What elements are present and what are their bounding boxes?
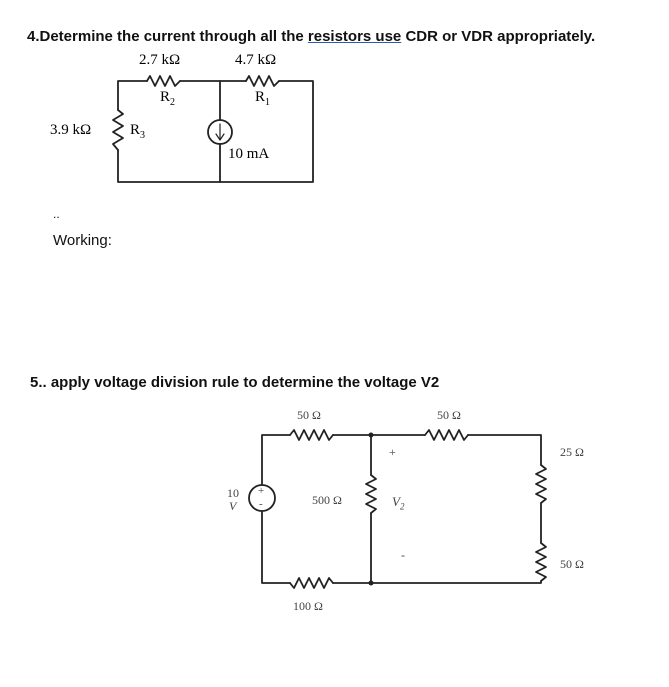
r1-subscript: 1	[265, 97, 271, 108]
wire	[371, 581, 541, 583]
source-unit-label: V	[229, 499, 237, 513]
r-middle-label: 500 Ω	[312, 493, 342, 507]
current-source-value: 10 mA	[228, 146, 270, 162]
resistor-50-top-left	[290, 430, 333, 440]
r1-value: 4.7 kΩ	[235, 52, 277, 68]
resistor-50-right	[536, 543, 546, 581]
r2-value: 2.7 kΩ	[139, 52, 181, 68]
r2-letter: R	[160, 89, 171, 105]
r-top-left-label: 50 Ω	[297, 408, 321, 422]
r3-subscript: 3	[140, 130, 146, 141]
question-5-text: 5.. apply voltage division rule to determine the voltage V2	[30, 374, 440, 391]
v2-label	[392, 494, 404, 512]
source-minus-sign: -	[259, 498, 263, 510]
resistor-50-top-right	[425, 430, 468, 440]
resistor-r2	[147, 76, 180, 86]
resistor-100	[290, 578, 333, 588]
r-right-bottom-label: 50 Ω	[560, 557, 584, 571]
resistor-25	[536, 465, 546, 503]
node-dot	[369, 433, 374, 438]
r1-letter: R	[255, 89, 266, 105]
v2-subscript: 2	[399, 501, 405, 512]
wire	[262, 435, 290, 484]
wire	[262, 512, 290, 583]
r2-label	[160, 89, 175, 108]
r3-label	[130, 122, 145, 141]
r-top-right-label: 50 Ω	[437, 408, 461, 422]
resistor-r1	[246, 76, 279, 86]
source-plus-sign: +	[258, 485, 265, 497]
wire	[118, 81, 147, 110]
v2-minus-sign: -	[401, 548, 405, 562]
working-label: Working:	[53, 232, 112, 249]
question-4-prefix: 4.Determine the current through all the	[27, 28, 308, 45]
resistor-500	[366, 475, 376, 513]
question-4-underlined: resistors use	[307, 28, 402, 45]
question-4-suffix: CDR or VDR appropriately.	[401, 28, 596, 45]
r3-value: 3.9 kΩ	[50, 122, 92, 138]
r3-letter: R	[130, 122, 141, 138]
source-value-label: 10	[227, 486, 239, 500]
r-bottom-label: 100 Ω	[293, 599, 323, 613]
node-dot	[369, 581, 374, 586]
v2-plus-sign: +	[389, 445, 396, 459]
r-right-top-label: 25 Ω	[560, 445, 584, 459]
wire	[468, 435, 541, 465]
r1-label	[255, 89, 270, 108]
wire	[118, 81, 313, 182]
resistor-r3	[113, 110, 123, 150]
dots-mark: ..	[53, 207, 60, 221]
v2-letter: V	[392, 494, 400, 509]
r2-subscript: 2	[170, 97, 176, 108]
